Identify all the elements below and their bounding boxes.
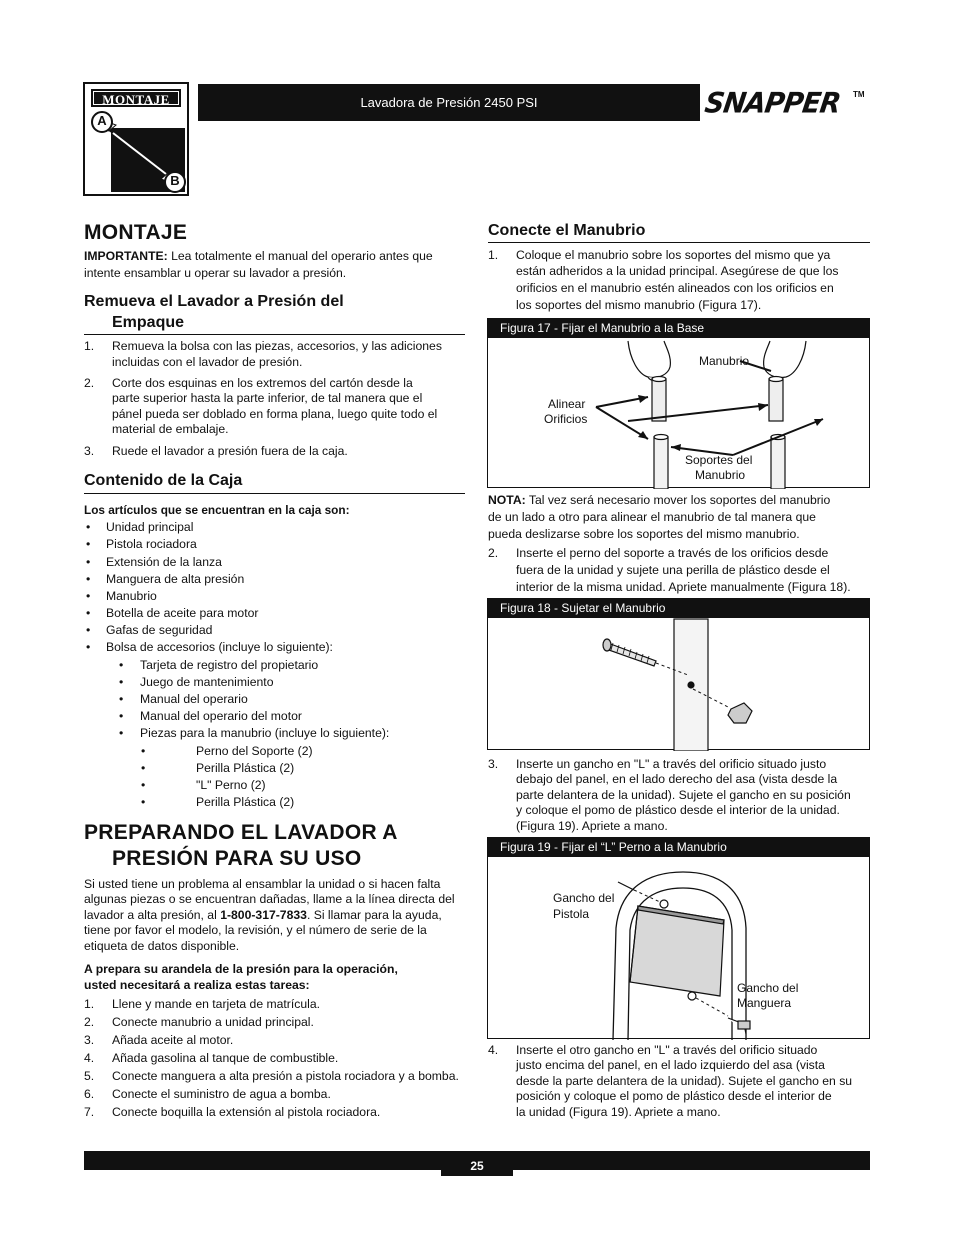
list-number: 3.: [488, 757, 499, 771]
nota-line: pueda deslizarse sobre los soportes del mismo manubrio.: [488, 527, 800, 541]
remueva-title-1: Remueva el Lavador a Presión del: [84, 293, 344, 310]
bullet: •: [141, 778, 146, 792]
list-number: 1.: [488, 248, 499, 262]
list-item: Extensión de la lanza: [106, 555, 222, 569]
list-line: debajo del panel, en el lado derecho del asa (vista desde la: [516, 772, 838, 786]
list-number: 3.: [84, 1033, 95, 1047]
list-number: 2.: [84, 376, 95, 390]
figure-18: [487, 598, 870, 750]
nota-text: Tal vez será necesario mover los soportes del manubrio: [525, 493, 831, 507]
list-item: Pistola rociadora: [106, 537, 197, 551]
footer-bar-right: [513, 1151, 870, 1170]
list-item: Añada aceite al motor.: [112, 1033, 234, 1047]
bullet: •: [119, 675, 124, 689]
hotline-phone: 1-800-317-7833: [220, 908, 307, 922]
divider: [84, 334, 465, 335]
list-number: 4.: [488, 1043, 499, 1057]
list-item: Conecte manguera a alta presión a pistola rociadora y a bomba.: [112, 1069, 459, 1083]
list-line: Corte dos esquinas en los extremos del cartón desde la: [112, 376, 413, 390]
badge-a: A: [97, 113, 107, 128]
figure-caption: Figura 19 - Fijar el “L” Perno a la Manubrio: [488, 838, 869, 857]
list-line: (Figura 19). Apriete a mano.: [516, 819, 668, 833]
list-item: Perilla Plástica (2): [196, 795, 295, 809]
list-item: Perilla Plástica (2): [196, 761, 295, 775]
footer-bar-left: [84, 1151, 441, 1170]
contenido-intro: Los artículos que se encuentran en la caja son:: [84, 503, 350, 517]
label-gancho-manguera: Gancho del: [737, 981, 799, 995]
label-manubrio: Manubrio: [699, 354, 750, 368]
nota-label: NOTA:: [488, 493, 526, 507]
label-soportes-manubrio: Manubrio: [695, 468, 746, 482]
list-line: incluidas con el lavador de presión.: [112, 355, 303, 369]
list-line: justo encima del panel, en el lado izquierdo del asa (vista: [516, 1058, 825, 1072]
conecte-title: Conecte el Manubrio: [488, 222, 646, 239]
list-item: Juego de mantenimiento: [140, 675, 274, 689]
bullet: •: [86, 640, 91, 654]
bullet: •: [86, 623, 91, 637]
prep-text: lavador a alta presión, al: [84, 908, 221, 922]
list-item: Unidad principal: [106, 520, 194, 534]
nota-line: [488, 492, 830, 509]
list-item: Conecte boquilla la extensión al pistola rociadora.: [112, 1105, 381, 1119]
bullet: •: [119, 692, 124, 706]
prep-line: algunas piezas o se encuentran dañadas, llame a la línea directa del: [84, 892, 455, 906]
list-number: 2.: [488, 546, 499, 560]
bullet: •: [119, 726, 124, 740]
prep-line: Si usted tiene un problema al ensamblar la unidad o si hacen falta: [84, 877, 441, 891]
list-line: la unidad (Figura 19). Apriete a mano.: [516, 1105, 721, 1119]
list-number: 2.: [84, 1015, 95, 1029]
list-item: Manubrio: [106, 589, 157, 603]
bolt-and-knob-illustration: [488, 599, 871, 751]
remueva-title-2: Empaque: [112, 314, 185, 331]
bullet: •: [141, 795, 146, 809]
list-number: 4.: [84, 1051, 95, 1065]
bullet: •: [141, 744, 146, 758]
list-number: 6.: [84, 1087, 95, 1101]
list-line: Inserte el perno del soporte a través de los orificios desde: [516, 546, 829, 560]
list-line: orificios en el manubrio estén alineados con los orificios en: [516, 281, 834, 295]
badge-title: MONTAJE: [91, 89, 181, 107]
label-orificios: Orificios: [544, 412, 588, 426]
label-alinear: Alinear: [548, 397, 586, 411]
handle-alignment-illustration: [488, 319, 871, 489]
list-line: Inserte el otro gancho en "L" a través del orificio situado: [516, 1043, 818, 1057]
label-manguera: Manguera: [737, 996, 792, 1010]
prep-bold: usted necesitará a realiza estas tareas:: [84, 978, 310, 992]
list-line: desde la parte delantera de la unidad). Sujete el gancho en su: [516, 1074, 853, 1088]
bullet: •: [86, 520, 91, 534]
badge-b: B: [170, 173, 180, 188]
list-line: Inserte un gancho en "L" a través del orificio situado justo: [516, 757, 827, 771]
header-title: Lavadora de Presión 2450 PSI: [198, 84, 700, 121]
preparando-title-1: PREPARANDO EL LAVADOR A: [84, 821, 398, 844]
section-badge: [83, 82, 189, 196]
bullet: •: [119, 658, 124, 672]
contenido-title: Contenido de la Caja: [84, 472, 243, 489]
list-number: 3.: [84, 444, 95, 458]
list-item: Perno del Soporte (2): [196, 744, 313, 758]
list-item: Llene y mande en tarjeta de matrícula.: [112, 997, 320, 1011]
brand-tm: TM: [853, 90, 865, 99]
list-item: "L" Perno (2): [196, 778, 266, 792]
page-number: 25: [441, 1151, 513, 1176]
figure-17: [487, 318, 870, 488]
list-line: parte superior hasta la parte inferior, de tal manera que el: [112, 391, 423, 405]
l-hook-illustration: [488, 838, 871, 1040]
divider: [84, 493, 465, 494]
list-item: Manguera de alta presión: [106, 572, 245, 586]
bullet: •: [86, 606, 91, 620]
label-pistola: Pistola: [553, 907, 590, 921]
bullet: •: [86, 555, 91, 569]
important-label: IMPORTANTE:: [84, 249, 168, 263]
list-line: Ruede el lavador a presión fuera de la caja.: [112, 444, 348, 458]
bullet: •: [86, 589, 91, 603]
list-number: 1.: [84, 997, 95, 1011]
list-item: Botella de aceite para motor: [106, 606, 259, 620]
list-line: material de embalaje.: [112, 422, 229, 436]
list-line: parte delantera de la unidad). Sujete el gancho en su posición: [516, 788, 851, 802]
bullet: •: [141, 761, 146, 775]
list-item: Bolsa de accesorios (incluye lo siguiente):: [106, 640, 333, 654]
list-line: Coloque el manubrio sobre los soportes del mismo que ya: [516, 248, 831, 262]
list-line: los soportes del mismo manubrio (Figura 17).: [516, 298, 762, 312]
figure-19: [487, 837, 870, 1039]
list-item: Piezas para la manubrio (incluye lo siguiente):: [140, 726, 390, 740]
prep-line: tiene por favor el modelo, la revisión, y el número de serie de la: [84, 923, 427, 937]
montaje-title: MONTAJE: [84, 221, 188, 244]
list-number: 1.: [84, 339, 95, 353]
list-item: Manual del operario: [140, 692, 248, 706]
prep-text: . Si llamar para la ayuda,: [306, 908, 442, 922]
list-item: Tarjeta de registro del propietario: [140, 658, 319, 672]
list-line: pánel pueda ser doblado en forma plana, luego quite todo el: [112, 407, 438, 421]
important-paragraph: [84, 248, 464, 281]
figure-caption: Figura 17 - Fijar el Manubrio a la Base: [488, 319, 869, 338]
list-item: Conecte manubrio a unidad principal.: [112, 1015, 314, 1029]
list-item: Manual del operario del motor: [140, 709, 302, 723]
brand-logo: [703, 88, 873, 120]
bullet: •: [119, 709, 124, 723]
prep-bold: A prepara su arandela de la presión para la operación,: [84, 962, 398, 976]
divider: [488, 242, 870, 243]
nota-line: de un lado a otro para alinear el manubrio de tal manera que: [488, 510, 816, 524]
bullet: •: [86, 537, 91, 551]
preparando-title-2: PRESIÓN PARA SU USO: [112, 847, 362, 870]
list-line: están adheridos a la unidad principal. Asegúrese de que los: [516, 264, 839, 278]
list-number: 5.: [84, 1069, 95, 1083]
bullet: •: [86, 572, 91, 586]
list-line: posición y coloque el pomo de plástico desde el interior de: [516, 1089, 832, 1103]
list-line: interior de la misma unidad. Apriete manualmente (Figura 18).: [516, 580, 851, 594]
list-line: Remueva la bolsa con las piezas, accesorios, y las adiciones: [112, 339, 442, 353]
list-line: y coloque el pomo de plástico desde el interior de la unidad.: [516, 803, 840, 817]
label-gancho-pistola: Gancho del: [553, 891, 615, 905]
brand-name: SNAPPER: [702, 87, 843, 120]
list-line: fuera de la unidad y sujete una perilla de plástico desde el: [516, 563, 830, 577]
figure-caption: Figura 18 - Sujetar el Manubrio: [488, 599, 869, 618]
label-soportes: Soportes del: [685, 453, 753, 467]
list-item: Conecte el suministro de agua a bomba.: [112, 1087, 331, 1101]
list-item: Gafas de seguridad: [106, 623, 213, 637]
list-item: Añada gasolina al tanque de combustible.: [112, 1051, 339, 1065]
important-text: Lea totalmente el manual del operario antes que intente ensamblar u operar su lavador a presión.: [84, 249, 433, 280]
list-number: 7.: [84, 1105, 95, 1119]
prep-line: etiqueta de datos disponible.: [84, 939, 240, 953]
